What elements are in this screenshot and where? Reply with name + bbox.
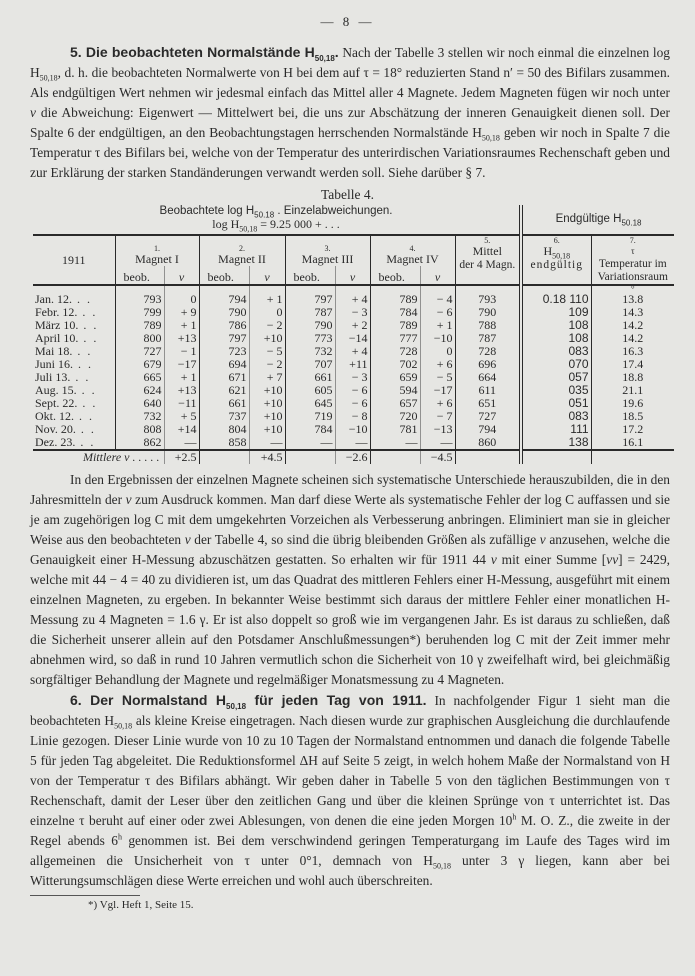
- row-date: April 10. . .: [35, 331, 99, 345]
- cell-mean: 790: [455, 306, 521, 319]
- cell-v1: −11: [164, 397, 199, 410]
- cell-m2: 661: [199, 397, 249, 410]
- cell-temp: 17.4: [591, 358, 674, 371]
- cell-v3: − 3: [335, 371, 370, 384]
- cell-m3: 719: [285, 410, 335, 423]
- cell-m2: 723: [199, 345, 249, 358]
- cell-m4: 702: [370, 358, 420, 371]
- cell-v1: +14: [164, 423, 199, 436]
- cell-m1: 732: [115, 410, 164, 423]
- column-header-magnet-2: 2. Magnet II: [199, 235, 285, 266]
- cell-m3: 787: [285, 306, 335, 319]
- cell-temp: 18.8: [591, 371, 674, 384]
- cell-final: 035: [521, 384, 591, 397]
- cell-m4: —: [370, 436, 420, 450]
- leader-dots: . .: [75, 435, 96, 449]
- leader-dots: . .: [78, 331, 99, 345]
- leader-dots: . .: [77, 305, 98, 319]
- table-group-left-title: Beobachtete $\log H_{50.18}$ . Einzelabweichungen.: [159, 205, 393, 220]
- cell-mean: 788: [455, 319, 521, 332]
- cell-m2: 794: [199, 285, 249, 306]
- subheader-v: v: [335, 266, 370, 285]
- cell-m3: 784: [285, 423, 335, 436]
- cell-temp: 14.3: [591, 306, 674, 319]
- cell-temp: 21.1: [591, 384, 674, 397]
- mittlere-v-1: +2.5: [164, 450, 199, 464]
- cell-m4: 784: [370, 306, 420, 319]
- cell-v2: —: [249, 436, 285, 450]
- cell-v3: —: [335, 436, 370, 450]
- subheader-v: v: [164, 266, 199, 285]
- cell-m3: 732: [285, 345, 335, 358]
- cell-m1: 727: [115, 345, 164, 358]
- cell-v3: + 2: [335, 319, 370, 332]
- cell-m2: 797: [199, 332, 249, 345]
- column-header-magnet-3: 3. Magnet III: [285, 235, 370, 266]
- cell-v4: − 6: [420, 306, 455, 319]
- cell-m3: 661: [285, 371, 335, 384]
- cell-final: 083: [521, 345, 591, 358]
- cell-m1: 808: [115, 423, 164, 436]
- cell-m1: 640: [115, 397, 164, 410]
- cell-m1: 665: [115, 371, 164, 384]
- cell-m3: 790: [285, 319, 335, 332]
- cell-temp: 16.3: [591, 345, 674, 358]
- cell-v4: + 6: [420, 358, 455, 371]
- table-row: [33, 436, 674, 450]
- leader-dots: . .: [70, 370, 91, 384]
- cell-temp: 18.5: [591, 410, 674, 423]
- cell-v1: + 1: [164, 319, 199, 332]
- leader-dots: . .: [78, 318, 99, 332]
- cell-temp: 17.2: [591, 423, 674, 436]
- cell-m2: 858: [199, 436, 249, 450]
- footnote: *) Vgl. Heft 1, Seite 15.: [88, 899, 194, 911]
- row-date: Aug. 15. . .: [35, 383, 97, 397]
- cell-v2: +10: [249, 384, 285, 397]
- leader-dots: . .: [74, 409, 94, 423]
- section-6-paragraph: 6. Der Normalstand $H_{50,18}$ für jeden Tag von 1911. In nachfolgender Figur 1 sieht man die beobachteten $H_{50,18}$ als kleine Kreise eingetragen. Nach diesen wurde zur graphischen Ausgleichung die durchlaufende Linie gezogen. Dieser Linie wurde von 10 zu 10 Tagen der Normalstand entnommen und danach die folgende Tabelle 5 für jeden Tag abgeleitet. Die Reduktionsformel ΔH auf Seite 5 zeigt, in welch hohem Maße der Normalstand von H von der Temperatur τ des Bifilars abhängt. Wir geben daher in Tabelle 5 von den täglichen Bestimmungen von τ Rechenschaft, damit der Leser über den zeitlichen Gang und über die kleinen Sprünge von τ unterrichtet ist. Das einzelne τ beruht auf einer oder zwei Ablesungen, von denen die eine jeden Morgen 10$^h$ M. O. Z., die zweite in der Regel abends 6$^h$ genommen ist. Bei dem verschwindend geringen Temperaturgang im Laufe des Tages wird im allgemeinen die Unsicherheit von τ unter 0°1, demnach von $H_{50,18}$ unter 3 γ liegen, kann aber bei Witterungsumschlägen diese Werte erreichen und wohl auch überschreiten.: [30, 692, 671, 888]
- cell-mean: 664: [455, 371, 521, 384]
- cell-mean: 611: [455, 384, 521, 397]
- cell-v3: −10: [335, 423, 370, 436]
- cell-v1: + 5: [164, 410, 199, 423]
- cell-final: 070: [521, 358, 591, 371]
- cell-m2: 790: [199, 306, 249, 319]
- cell-v4: 0: [420, 345, 455, 358]
- cell-final: 051: [521, 397, 591, 410]
- cell-final: 138: [521, 436, 591, 450]
- cell-mean: 793: [455, 285, 521, 306]
- cell-v4: —: [420, 436, 455, 450]
- column-header-temperature: 7. τ Temperatur im Variationsraum: [591, 235, 674, 285]
- section-6-heading: 6. Der Normalstand $H_{50,18}$ für jeden Tag von 1911.: [70, 692, 427, 711]
- cell-mean: 860: [455, 436, 521, 450]
- cell-v2: +10: [249, 423, 285, 436]
- cell-m4: 789: [370, 285, 420, 306]
- cell-v2: + 7: [249, 371, 285, 384]
- cell-temp: 14.2: [591, 319, 674, 332]
- table-4: [33, 205, 674, 464]
- row-date: Sept. 22. . .: [35, 396, 98, 410]
- cell-m4: 594: [370, 384, 420, 397]
- cell-v3: − 3: [335, 306, 370, 319]
- cell-v1: − 1: [164, 345, 199, 358]
- subheader-v: v: [249, 266, 285, 285]
- subheader-beob: beob.: [115, 266, 164, 285]
- cell-m4: 789: [370, 319, 420, 332]
- cell-m3: 797: [285, 285, 335, 306]
- cell-v3: − 6: [335, 397, 370, 410]
- cell-v2: − 2: [249, 319, 285, 332]
- leader-dots: . .: [73, 357, 94, 371]
- table-header-year: 1911: [33, 235, 115, 285]
- row-date: Mai 18. . .: [35, 344, 93, 358]
- cell-v2: + 1: [249, 285, 285, 306]
- cell-v4: −17: [420, 384, 455, 397]
- cell-m3: 707: [285, 358, 335, 371]
- cell-m1: 793: [115, 285, 164, 306]
- cell-mean: 787: [455, 332, 521, 345]
- cell-final: 057: [521, 371, 591, 384]
- cell-v1: —: [164, 436, 199, 450]
- cell-m3: 605: [285, 384, 335, 397]
- row-date: Dez. 23. . .: [35, 435, 96, 449]
- cell-m4: 657: [370, 397, 420, 410]
- cell-v4: −10: [420, 332, 455, 345]
- leader-dots: . .: [72, 292, 92, 306]
- cell-v1: +13: [164, 332, 199, 345]
- cell-v4: − 7: [420, 410, 455, 423]
- cell-m2: 737: [199, 410, 249, 423]
- cell-m4: 781: [370, 423, 420, 436]
- row-date: Juni 16. . .: [35, 357, 94, 371]
- cell-v3: +11: [335, 358, 370, 371]
- cell-v1: + 9: [164, 306, 199, 319]
- leader-dots: . .: [76, 383, 97, 397]
- cell-m2: 786: [199, 319, 249, 332]
- table-caption: Tabelle 4.: [320, 187, 375, 202]
- subheader-beob: beob.: [285, 266, 335, 285]
- results-paragraph: In den Ergebnissen der einzelnen Magnete scheinen sich systematische Unterschiede herauszubilden, die in den Jahresmitteln der v zum Ausdruck kommen. Man darf diese Werte als systematische Fehler der log C auffassen und sie je am zugehörigen log C mit dem umgekehrten Vorzeichen als Verbesserung anbringen. Eliminiert man sie in gleicher Weise aus den beobachteten v der Tabelle 4, so sind die übrig bleibenden Größen als zufällige v anzusehen, welche die Genauigkeit einer H-Messung abzuschätzen gestatten. So erhalten wir für 1911 44 v mit einer Summe [vv] = 2429, welche mit 44 − 4 = 40 zu dividieren ist, um das Quadrat des mittleren Fehlers einer H-Messung, ausgeführt mit einem einzelnen Magneten, zu ergeben. In bekannter Weise bestimmt sich daraus der mittlere Fehler einer monatlichen H-Messung zu 4 Magneten = 1.6 γ. Er ist also doppelt so groß wie im vergangenen Jahr. Es ist daraus zu schließen, daß die Sicherheit unserer allein auf den Potsdamer Anschlußmessungen*) beruhenden log C mit der Zeit immer mehr abnehmen wird, so daß in rund 10 Jahren vermutlich schon die Sicherheit von 10 γ zweifelhaft wird, bei gleichmäßig sorgfältiger Behandlung der Magnete und regelmäßiger Monatsmessung zu 4 Magneten.: [30, 472, 671, 687]
- cell-v3: − 8: [335, 410, 370, 423]
- mittlere-v-3: −2.6: [335, 450, 370, 464]
- cell-mean: 728: [455, 345, 521, 358]
- section-5-paragraph: 5. Die beobachteten Normalstände $H_{50,18}$. Nach der Tabelle 3 stellen wir noch einmal die einzelnen $\log H_{50,18}$, d. h. die beobachteten Normalwerte von H bei dem auf τ = 18° reduzierten Stand n′ = 50 des Bifilars zusammen. Als endgültigen Wert nehmen wir jedesmal einfach das Mittel aller 4 Magnete. Jedem Magneten fügen wir noch unter v die Abweichung: Eigenwert — Mittelwert bei, die uns zur Abschätzung der inneren Genauigkeit dienen soll. Der Spalte 6 der endgültigen, an den Beobachtungstagen herrschenden Normalstände $H_{50,18}$ geben wir noch in Spalte 7 die Temperatur τ des Bifilars bei, welche von der Temperatur des unterirdischen Variationsraumes Rechenschaft geben und zur Erklärung der starken Standänderungen verwandt werden soll. Siehe darüber § 7.: [30, 44, 670, 180]
- leader-dots: . .: [72, 344, 93, 358]
- cell-final: 083: [521, 410, 591, 423]
- cell-temp: 19.6: [591, 397, 674, 410]
- table-row: [33, 285, 674, 306]
- cell-v2: − 5: [249, 345, 285, 358]
- row-date: Jan. 12. . .: [35, 292, 92, 306]
- mittlere-v-2: +4.5: [249, 450, 285, 464]
- cell-m3: 773: [285, 332, 335, 345]
- footnote-rule: [30, 895, 140, 896]
- cell-v3: −14: [335, 332, 370, 345]
- cell-m1: 800: [115, 332, 164, 345]
- cell-v3: − 6: [335, 384, 370, 397]
- cell-v1: −17: [164, 358, 199, 371]
- cell-v2: +10: [249, 332, 285, 345]
- cell-m3: 645: [285, 397, 335, 410]
- cell-final: 111: [521, 423, 591, 436]
- cell-m3: —: [285, 436, 335, 450]
- mittlere-label: Mittlere v . . . . .: [33, 450, 164, 464]
- leader-dots: . .: [77, 396, 98, 410]
- cell-mean: 727: [455, 410, 521, 423]
- cell-v2: 0: [249, 306, 285, 319]
- section-5-heading: 5. Die beobachteten Normalstände $H_{50,18}$.: [70, 44, 339, 63]
- cell-m1: 789: [115, 319, 164, 332]
- row-date: Okt. 12. . .: [35, 409, 94, 423]
- column-header-magnet-1: 1. Magnet I: [115, 235, 199, 266]
- cell-v1: +13: [164, 384, 199, 397]
- degree-mark: °: [630, 284, 635, 294]
- cell-final: 109: [521, 306, 591, 319]
- cell-temp: 16.1: [591, 436, 674, 450]
- cell-final: 108: [521, 332, 591, 345]
- cell-mean: 651: [455, 397, 521, 410]
- cell-v3: + 4: [335, 285, 370, 306]
- cell-m4: 720: [370, 410, 420, 423]
- column-header-final: 6. $H_{50,18}$ endgültig: [521, 235, 591, 285]
- cell-m2: 694: [199, 358, 249, 371]
- cell-m1: 679: [115, 358, 164, 371]
- cell-v4: − 5: [420, 371, 455, 384]
- leader-dots: . .: [75, 422, 96, 436]
- cell-mean: 794: [455, 423, 521, 436]
- row-date: Nov. 20. . .: [35, 422, 96, 436]
- cell-temp: 14.2: [591, 332, 674, 345]
- cell-v1: 0: [164, 285, 199, 306]
- row-date: Febr. 12. . .: [35, 305, 98, 319]
- cell-v4: − 4: [420, 285, 455, 306]
- row-date: März 10. . .: [35, 318, 99, 332]
- table-body: [33, 285, 674, 450]
- cell-v1: + 1: [164, 371, 199, 384]
- cell-m4: 659: [370, 371, 420, 384]
- cell-v2: +10: [249, 397, 285, 410]
- cell-v4: + 6: [420, 397, 455, 410]
- cell-m2: 621: [199, 384, 249, 397]
- cell-m1: 799: [115, 306, 164, 319]
- table-group-right-title: Endgültige $H_{50.18}$: [521, 205, 674, 235]
- cell-m4: 728: [370, 345, 420, 358]
- cell-m1: 862: [115, 436, 164, 450]
- cell-final: 0.18 110: [521, 285, 591, 306]
- mittlere-v-4: −4.5: [420, 450, 455, 464]
- subheader-v: v: [420, 266, 455, 285]
- row-date: Juli 13. . .: [35, 370, 91, 384]
- page-number: — 8 —: [320, 14, 375, 29]
- subheader-beob: beob.: [199, 266, 249, 285]
- column-header-magnet-4: 4. Magnet IV: [370, 235, 455, 266]
- column-header-mean: 5. Mittel der 4 Magn.: [455, 235, 521, 285]
- cell-v4: −13: [420, 423, 455, 436]
- cell-final: 108: [521, 319, 591, 332]
- table-group-left-formula: $\log H_{50,18} = 9.25$ 000 + . . .: [212, 217, 340, 234]
- cell-v4: + 1: [420, 319, 455, 332]
- cell-v2: − 2: [249, 358, 285, 371]
- cell-m1: 624: [115, 384, 164, 397]
- cell-mean: 696: [455, 358, 521, 371]
- cell-temp: ° 13.8: [591, 285, 674, 306]
- cell-m2: 671: [199, 371, 249, 384]
- subheader-beob: beob.: [370, 266, 420, 285]
- cell-v3: + 4: [335, 345, 370, 358]
- cell-v2: +10: [249, 410, 285, 423]
- cell-m2: 804: [199, 423, 249, 436]
- cell-m4: 777: [370, 332, 420, 345]
